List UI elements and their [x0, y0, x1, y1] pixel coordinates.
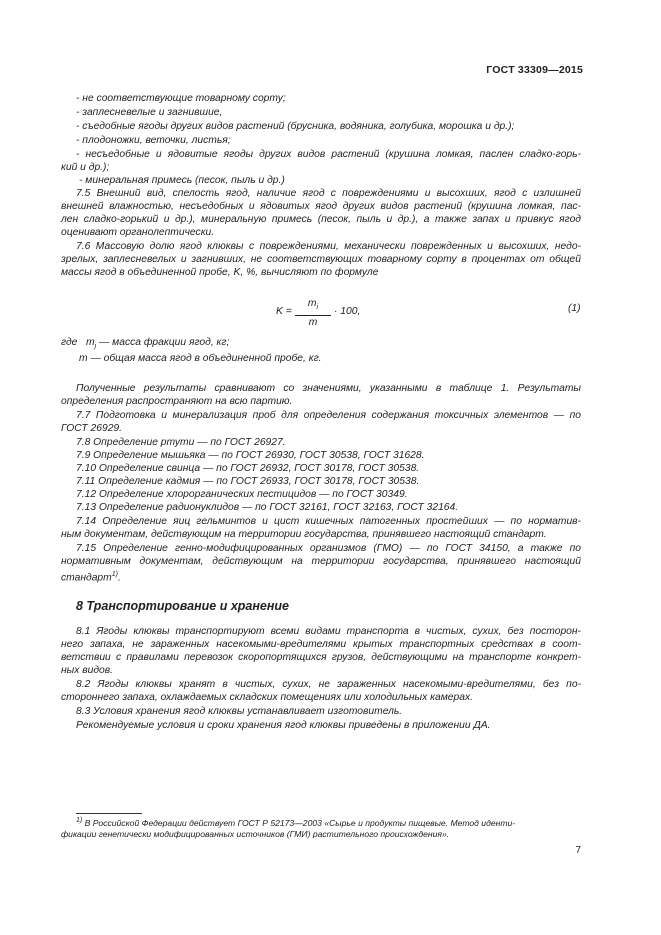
paragraph-7-15: стандарт$^{1)}$. [61, 571, 121, 584]
paragraph-results: определения распространяют на всю партию. [61, 396, 293, 407]
paragraph-7-6: массы ягод в объединенной пробе, K, %, вычисляют по формуле [61, 267, 379, 278]
paragraph-7-10: 7.10 Определение свинца — по ГОСТ 26932, ГОСТ 30178, ГОСТ 30538. [76, 463, 420, 474]
paragraph-7-5: внешней влажностью, несъедобных и ядовитых ягод других видов растений (крушина ломкая, пас- [61, 201, 581, 212]
paragraph-7-13: 7.13 Определение радионуклидов — по ГОСТ 32161, ГОСТ 32163, ГОСТ 32164. [76, 502, 459, 513]
list-item: - съедобные ягоды других видов растений (брусника, водяника, голубика, морошка и др.); [76, 121, 515, 132]
formula-number: (1) [568, 303, 581, 314]
paragraph-8-1: ных видов. [61, 665, 114, 676]
formula-denominator: m [308, 317, 318, 329]
paragraph-8-3: 8.3 Условия хранения ягод клюквы устанавливает изготовитель. [76, 706, 403, 717]
list-item: - плодоножки, веточки, листья; [76, 135, 231, 146]
paragraph-recommendation: Рекомендуемые условия и сроки хранения ягод клюквы приведены в приложении ДА. [76, 720, 491, 731]
paragraph-7-14: 7.14 Определение яиц гельминтов и цист кишечных патогенных простейших — по норматив- [76, 516, 581, 527]
paragraph-7-7: 7.7 Подготовка и минерализация проб для определения содержания токсичных элементов — по [76, 410, 581, 421]
where-line-2: m — общая масса ягод в объединенной пробе, кг. [79, 353, 322, 364]
formula-lhs: K = [276, 306, 292, 317]
paragraph-7-7: ГОСТ 26929. [61, 423, 123, 434]
formula-numerator: $m_i$ [307, 298, 319, 312]
paragraph-8-2: стороннего запаха, охлаждаемых складских помещениях или холодильных камерах. [61, 692, 473, 703]
paragraph-7-9: 7.9 Определение мышьяка — по ГОСТ 26930, ГОСТ 30538, ГОСТ 31628. [76, 450, 425, 461]
section-8-heading: 8 Транспортирование и хранение [76, 599, 290, 613]
paragraph-7-11: 7.11 Определение кадмия — по ГОСТ 26933, ГОСТ 30178, ГОСТ 30538. [76, 476, 420, 487]
paragraph-7-14: ным документам, действующим на территории государства, принявшего настоящий стандарт. [61, 529, 547, 540]
list-item-continued: кий и др.); [61, 162, 110, 173]
where-line-1: где $m_j$ — масса фракции ягод, кг; [61, 337, 230, 351]
paragraph-8-1: ветствии с правилами перевозок скоропортящихся грузов, действующими на транспорте конкрет- [61, 652, 581, 663]
footnote-divider [76, 813, 142, 814]
document-code: ГОСТ 33309—2015 [486, 64, 583, 76]
paragraph-8-1: него запаха, не зараженных насекомыми-вредителями крытых транспортных средствах в соот- [61, 639, 581, 650]
paragraph-results: Полученные результаты сравнивают со значениями, указанными в таблице 1. Результаты [76, 383, 581, 394]
footnote-line-1: $^{1)}$ В Российской Федерации действует ГОСТ Р 52173—2003 «Сырье и продукты пищевые. Метод иденти- [76, 817, 516, 828]
page-number: 7 [575, 845, 581, 856]
list-item: - не соответствующие товарному сорту; [76, 93, 286, 104]
list-item: - заплесневелые и загнившие, [76, 107, 223, 118]
paragraph-7-12: 7.12 Определение хлорорганических пестицидов — по ГОСТ 30349. [76, 489, 408, 500]
paragraph-7-6: зрелых, заплесневелых и загнивших, не соответствующих товарному сорту в процентах от общей [61, 254, 581, 265]
paragraph-7-15: 7.15 Определение генно-модифицированных организмов (ГМО) — по ГОСТ 34150, а также по [76, 543, 581, 554]
fraction-bar [295, 315, 331, 316]
formula-fraction [295, 298, 331, 329]
paragraph-7-5: лен сладко-горький и др.), минеральную примесь (песок, пыль и др.), а также запах и привкус ягод [61, 214, 581, 225]
footnote-line-2: фикации генетически модифицированных источников (ГМИ) растительного происхождения». [61, 829, 450, 839]
formula-rhs: · 100, [334, 306, 361, 317]
footnote-ref: 1) [111, 571, 118, 578]
paragraph-7-8: 7.8 Определение ртути — по ГОСТ 26927. [76, 437, 286, 448]
paragraph-7-15: нормативным документам, действующим на территории государства, принявшего настоящий [61, 556, 581, 567]
list-item: - минеральная примесь (песок, пыль и др.) [79, 175, 285, 186]
paragraph-7-6: 7.6 Массовую долю ягод клюквы с повреждениями, механически поврежденных и высохших, недо- [76, 241, 581, 252]
paragraph-8-1: 8.1 Ягоды клюквы транспортируют всеми видами транспорта в чистых, сухих, без посторон- [76, 626, 581, 637]
paragraph-7-5: 7.5 Внешний вид, спелость ягод, наличие ягод с повреждениями и высохших, ягод с излишней [76, 188, 581, 199]
paragraph-8-2: 8.2 Ягоды клюквы хранят в чистых, сухих, не зараженных насекомыми-вредителями, без по- [76, 679, 581, 690]
list-item: - несъедобные и ядовитые ягоды других видов растений (крушина ломкая, паслен сладко-горь- [76, 149, 581, 160]
paragraph-7-5: оценивают органолептически. [61, 227, 215, 238]
